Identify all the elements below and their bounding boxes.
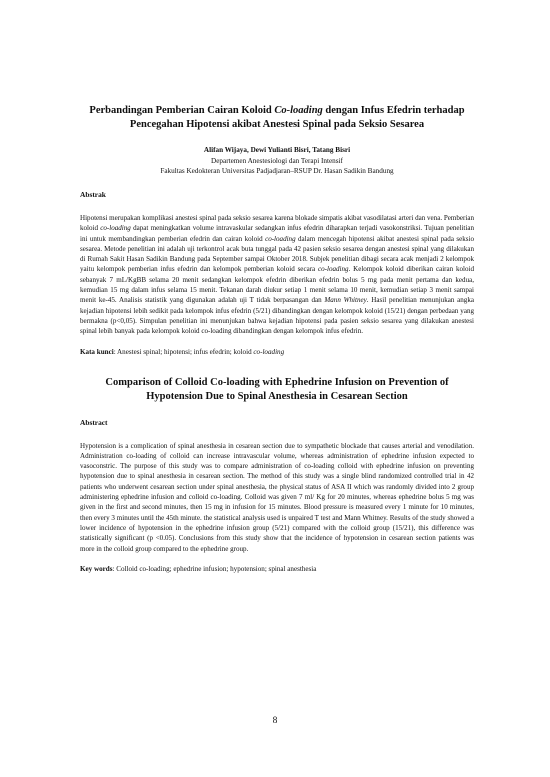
abstrak-italic-3: co-loading (318, 265, 349, 274)
abstrak-text-2: dapat meningkatkan volume intravaskular sedangkan infus efedrin diharapkan terjadi vasokonstriksi. Tujuan penelitian ini untuk membandingkan pemberian efedrin dan cairan koloid (80, 224, 474, 243)
kata-kunci-text: : Anestesi spinal; hipotensi; infus efedrin; koloid (113, 347, 254, 356)
abstract-body: Hypotension is a complication of spinal anesthesia in cesarean section due to sympathetic blockade that causes arterial and venodilation. Administration co-loading of colloid can increase intravascular volume, whereas administration of ephedrine infusion expected to vasoconstric. The purpose of this study was to compare administration of co-loading colloid with ephedrine infusion on preventing hypotension due to spinal anesthesia in cesarean section. The method of this study was a single blind randomized controlled trial in 42 patients who underwent cesarean section under spinal anesthesia, the physical status of ASA II which was randomly divided into 2 group administering ephedrine infusion and colloid co-loading. Colloid was given 7 ml/ Kg for 20 minutes, whereas ephedrine bolus 5 mg was given in the first and second minutes, then 15 mg in infusion for 15 minutes. Blood pressure is measured every 1 minute for 10 minutes, then every 3 minutes until the 45th minute. the statistical analysis used is unpaired T test and Mann Whitney. Results of the study showed a lower incidence of hypotension in the ephedrine infusion group (5/21) compared with the colloid group (15/21), this difference was statistically significant (p <0.05). Conclusions from this study show that the incidence of hypotension in cesarean section patients was more in the colloid group compared to the ephedrine group. (80, 441, 474, 553)
key-words-text: : Colloid co-loading; ephedrine infusion; hypotension; spinal anesthesia (112, 564, 317, 573)
indonesian-title-part2: dengan Infus Efedrin terhadap Pencegahan Hipotensi akibat Anestesi Spinal pada Seksio Sesarea (129, 105, 465, 130)
page-number: 8 (272, 716, 278, 726)
abstrak-text-4: . Kelompok koloid diberikan cairan koloid sebanyak 7 mL/KgBB selama 20 menit sedangkan kelompok efedrin diberikan efedrin bolus 5 mg pada menit pertama dan kedua, kemudian 15 mg dalam infus selama 15 menit. Tekanan darah diukur setiap 1 menit selama 10 menit, kemudian setiap 3 menit sampai menit ke-45. Analisis statistik yang digunakan adalah uji T tidak berpasangan dan (80, 265, 474, 305)
abstrak-italic-1: co-loading (100, 224, 131, 233)
abstrak-italic-4: Mann Whitney (324, 296, 367, 305)
abstrak-italic-2: co-loading (265, 234, 296, 243)
kata-kunci-italic: co-loading (253, 347, 285, 356)
kata-kunci (80, 347, 474, 357)
indonesian-title (80, 104, 474, 132)
key-words (80, 564, 474, 574)
english-title: Comparison of Colloid Co-loading with Ephedrine Infusion on Prevention of Hypotension Due to Spinal Anesthesia in Cesarean Section (105, 376, 449, 402)
key-words-label: Key words (80, 564, 113, 573)
abstrak-body (80, 213, 474, 337)
indonesian-title-italic: Co-loading (274, 105, 323, 116)
affiliation-faculty: Fakultas Kedokteran Universitas Padjadjaran–RSUP Dr. Hasan Sadikin Bandung (160, 167, 394, 175)
paper-content (80, 104, 474, 574)
abstrak-heading: Abstrak (80, 190, 106, 199)
abstrak-text-5: . Hasil penelitian menunjukan angka kejadian hipotensi lebih sedikit pada kelompok infus efedrin (5/21) dibandingkan dengan kelompok koloid (15/21) dengan perbedaan yang bermakna (p<0,05). Simpulan penelitian ini menunjukan bahwa kejadian hipotensi pada pasien seksio sesarea yang dilakukan anestesi spinal lebih banyak pada kelompok koloid co-loading dibandingkan dengan kelompok infus efedrin. (80, 296, 474, 336)
indonesian-title-part1: Perbandingan Pemberian Cairan Koloid (89, 105, 275, 116)
abstract-heading: Abstract (80, 417, 108, 427)
kata-kunci-label: Kata kunci (80, 347, 114, 356)
abstrak-text-1: Hipotensi merupakan komplikasi anestesi spinal pada seksio sesarea karena blokade simpatis akibat vasodilatasi arteri dan vena. Pemberian koloid (80, 214, 474, 233)
author-list: Alifan Wijaya, Dewi Yulianti Bisri, Tatang Bisri (203, 146, 351, 154)
abstrak-text-3: dalam mencegah hipotensi akibat anestesi spinal pada seksio sesarea. Metode penelitian ini adalah uji terkontrol acak buta tunggal pada 42 pasien seksio sesarea dengan anestesi spinal yang dilakukan di Rumah Sakit Hasan Sadikin Bandung pada September sampai Oktober 2018. Subjek penelitian dibagi secara acak menjadi 2 kelompok yaitu kelompok pemberian infus efedrin dan kelompok pemberian koloid secara (80, 234, 474, 274)
affiliation-department: Departemen Anestesiologi dan Terapi Intensif (211, 157, 343, 165)
